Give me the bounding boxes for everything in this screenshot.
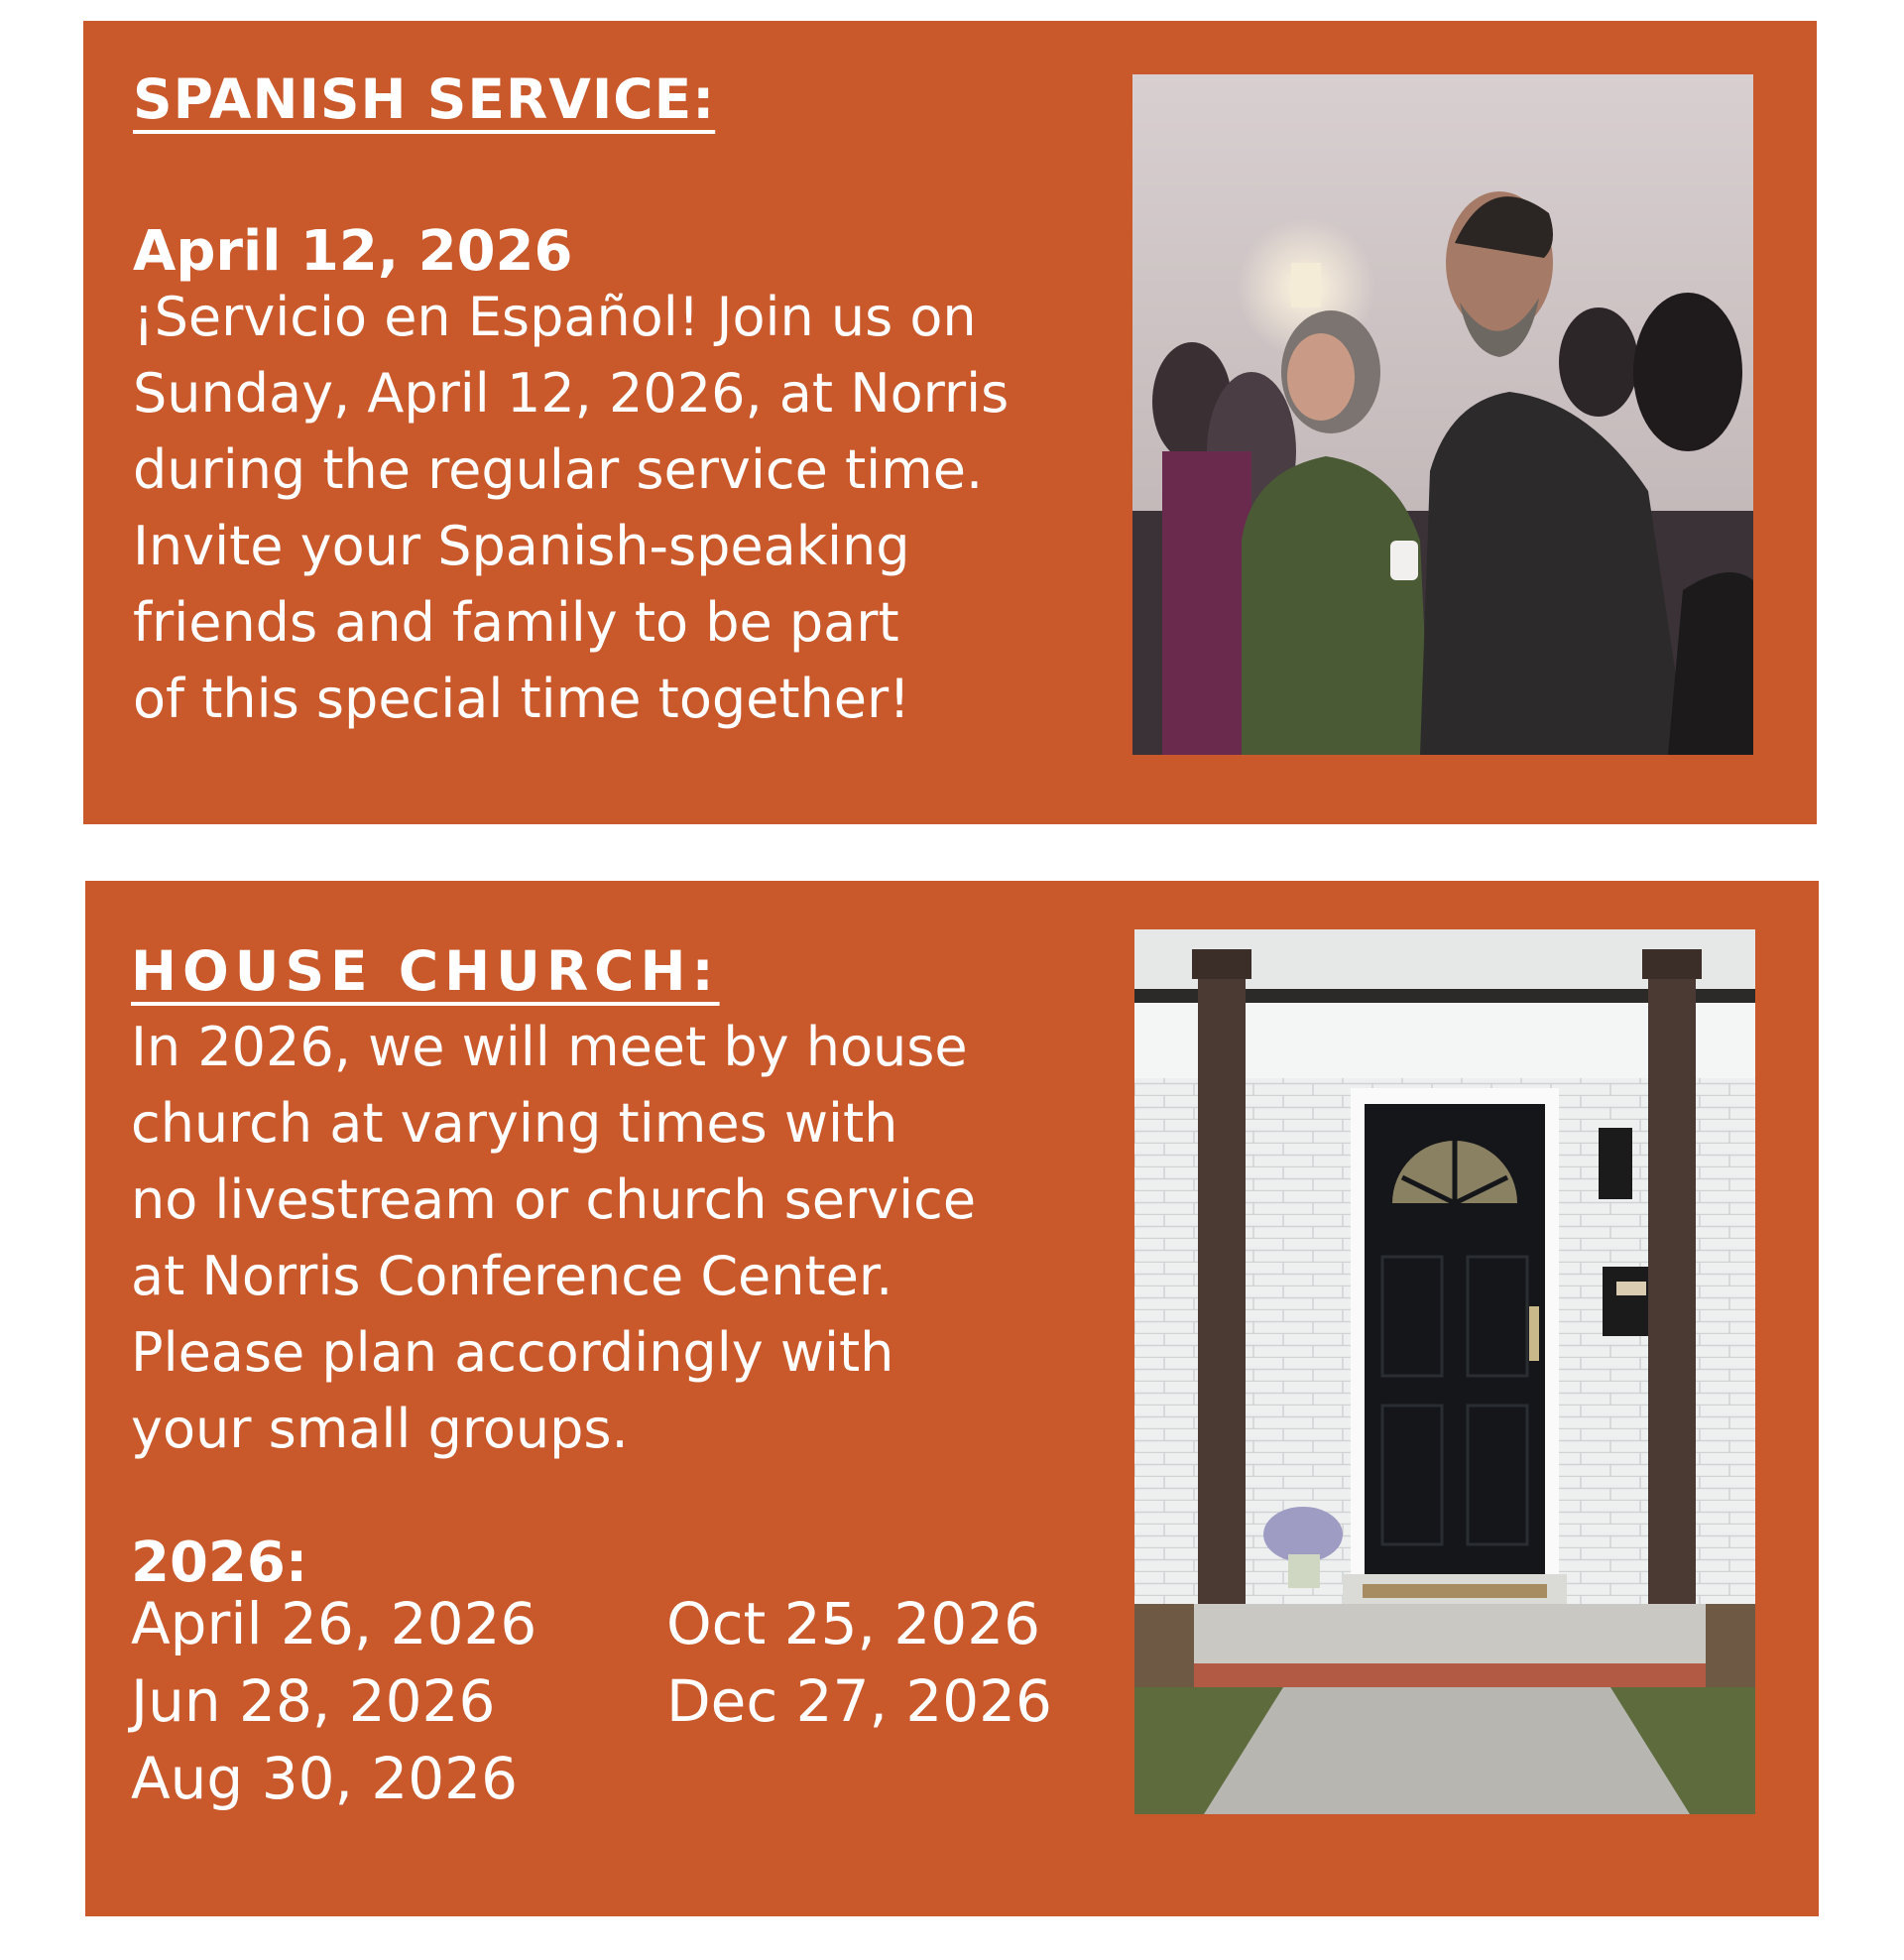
description-line: at Norris Conference Center. <box>131 1245 893 1307</box>
worship-congregation-photo <box>1132 74 1753 755</box>
house-church-date: Jun 28, 2026 <box>131 1667 496 1735</box>
spanish-service-card <box>83 21 1817 824</box>
description-line: Sunday, April 12, 2026, at Norris <box>133 362 1010 425</box>
house-church-date: Oct 25, 2026 <box>666 1590 1040 1657</box>
description-line: friends and family to be part <box>133 591 899 654</box>
house-church-dates-left <box>131 1585 536 1817</box>
house-church-date: April 26, 2026 <box>131 1590 537 1657</box>
house-church-title: HOUSE CHURCH: <box>131 939 720 1003</box>
house-church-card <box>85 881 1819 1916</box>
house-church-dates-right <box>666 1585 1052 1740</box>
house-front-door-photo <box>1134 929 1755 1814</box>
description-line: In 2026, we will meet by house <box>131 1016 968 1078</box>
description-line: Invite your Spanish-speaking <box>133 515 910 577</box>
description-line: Please plan accordingly with <box>131 1321 894 1384</box>
description-line: your small groups. <box>131 1398 629 1460</box>
description-line: no livestream or church service <box>131 1168 977 1231</box>
worship-photo-illustration <box>1132 74 1753 755</box>
spanish-service-description <box>133 279 1134 737</box>
spanish-service-date: April 12, 2026 <box>133 219 573 284</box>
description-line: of this special time together! <box>133 668 910 730</box>
house-church-year-label: 2026: <box>131 1531 308 1595</box>
description-line: church at varying times with <box>131 1092 898 1155</box>
description-line: ¡Servicio en Español! Join us on <box>133 286 977 348</box>
house-church-description <box>131 1009 1132 1467</box>
spanish-service-title: SPANISH SERVICE: <box>133 67 716 131</box>
house-photo-illustration <box>1134 929 1755 1814</box>
house-church-date: Dec 27, 2026 <box>666 1667 1052 1735</box>
description-line: during the regular service time. <box>133 438 984 501</box>
house-church-date: Aug 30, 2026 <box>131 1745 518 1812</box>
